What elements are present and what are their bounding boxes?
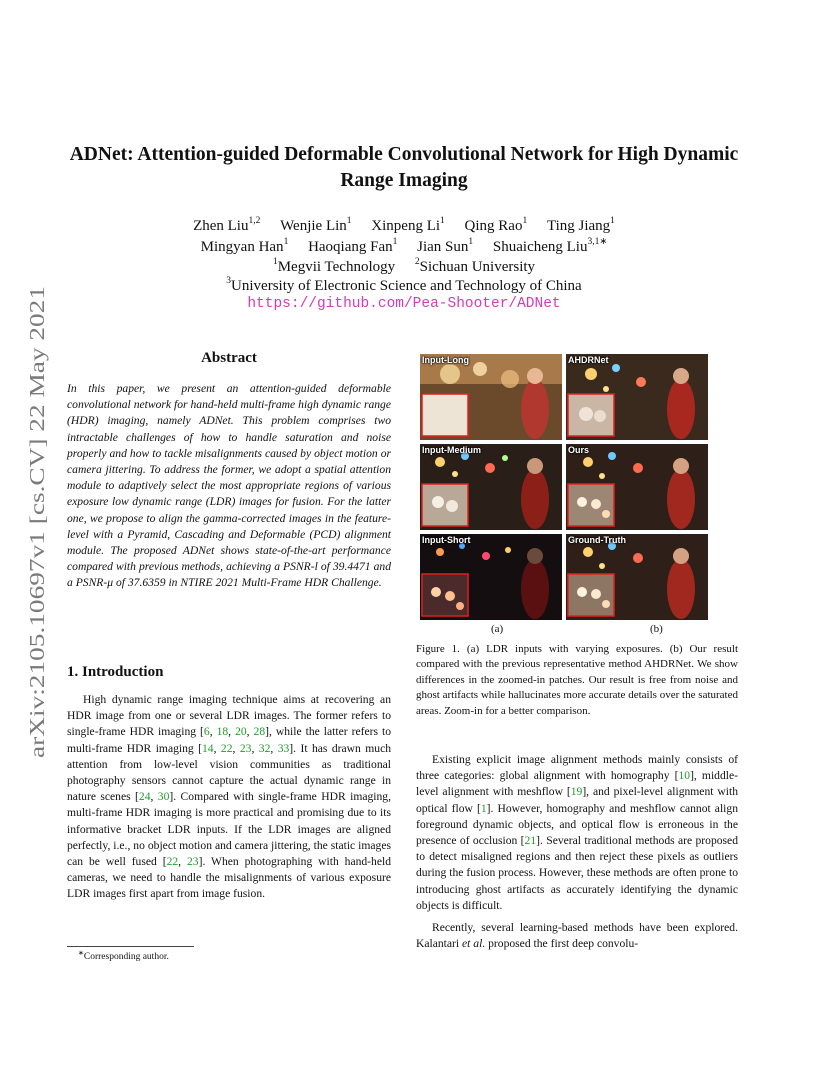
citation-link[interactable]: 33: [277, 741, 290, 755]
paper-title: [40, 142, 768, 194]
paragraph: Existing explicit image alignment methods mainly consists of three categories: global alignment with homography [10], middle-level alignment with meshflow [19], and pixel-level alignment with optical flow [1]. However, homography and meshflow cannot align foreground dynamic objects, and optical flow is erroneous in the presence of occlusion [21]. Several traditional methods are proposed to detect misaligned regions and then reject these pixels as outliers during the fusion process. However, these methods are often prone to introducing ghost artifacts as accurately identifying the dynamic objects is difficult.: [416, 753, 738, 912]
intro-text: [67, 692, 391, 903]
abstract-heading: Abstract: [201, 350, 257, 366]
panel-label: AHDRNet: [568, 355, 609, 365]
arxiv-stamp[interactable]: [14, 282, 56, 762]
author: Shuaicheng Liu$^{3,1∗}$: [492, 237, 608, 255]
affiliation: $^3$University of Electronic Science and Technology of China: [226, 276, 582, 294]
citation-link[interactable]: 23: [186, 855, 199, 869]
figure-1: [420, 354, 708, 622]
affiliation: $^2$Sichuan University: [414, 257, 536, 275]
citation-link[interactable]: 18: [216, 725, 229, 739]
intro-paragraph: High dynamic range imaging technique aims at recovering an HDR image from one or several LDR images. The former refers to single-frame HDR imaging [6, 18, 20, 28], while the latter refers to multi-frame HDR imaging [14, 22, 23, 32, 33]. It has drawn much attention from low-level vision communities as traditional photography sensors cannot capture the actual dynamic range in nature scenes [24, 30]. Compared with single-frame HDR imaging, multi-frame HDR imaging is more practical and promising due to its informative bracket LDR inputs. If the LDR images are aligned perfectly, i.e., no object motion and camera jittering, the static images can be well fused [22, 23]. When photographing with hand-held cameras, we need to handle the misalignments of various exposure LDR images first apart from image fusion.: [67, 693, 392, 901]
author: Zhen Liu$^{1,2}$: [193, 216, 261, 234]
authors-row-2: [60, 238, 748, 257]
citation-link[interactable]: 20: [235, 725, 247, 739]
panel-label: Input-Long: [422, 355, 469, 365]
citation-link[interactable]: 32: [258, 741, 271, 755]
night-scene-image: [420, 444, 562, 530]
panel-label: Ours: [568, 445, 590, 455]
author: Haoqiang Fan$^1$: [308, 237, 398, 255]
citation-link[interactable]: 14: [202, 741, 214, 755]
night-scene-image: [566, 354, 708, 440]
author: Wenjie Lin$^1$: [280, 216, 352, 234]
night-scene-image: [566, 444, 708, 530]
github-link[interactable]: https://github.com/Pea-Shooter/ADNet: [247, 296, 561, 312]
right-column-text: [416, 752, 738, 952]
title-line-2: Range Imaging: [340, 170, 468, 191]
night-scene-image: [420, 354, 562, 440]
citation-link[interactable]: 22: [220, 741, 233, 755]
citation-link[interactable]: 23: [239, 741, 252, 755]
paragraph: Recently, several learning-based methods have been explored. Kalantari et al. proposed the first deep convolu-: [416, 921, 738, 951]
abstract-text: In this paper, we present an attention-guided deformable convolutional network for hand-held multi-frame high dynamic range (HDR) imaging, namely ADNet. This problem comprises two intractable challenges of how to handle saturation and noise properly and how to tackle misalignments caused by object motion or camera jittering. To address the former, we adopt a spatial attention module to adaptively select the most appropriate regions of various exposure low dynamic range (LDR) images for fusion. For the latter one, we propose to align the gamma-corrected images in the feature-level with a Pyramid, Cascading and Deformable (PCD) alignment module. The proposed ADNet shows state-of-the-art performance compared with previous methods, achieving a PSNR-l of 39.4471 and a PSNR-μ of 37.6359 in NTIRE 2021 Multi-Frame HDR Challenge.: [67, 382, 391, 590]
citation-link[interactable]: 24: [138, 790, 151, 804]
figure-panel-input-long: [420, 354, 562, 440]
subfigure-label-b: (b): [650, 623, 663, 635]
panel-label: Input-Medium: [422, 445, 481, 455]
intro-heading: 1. Introduction: [67, 664, 164, 680]
night-scene-image: [420, 534, 562, 620]
citation-link[interactable]: 19: [570, 785, 583, 799]
night-scene-image: [566, 534, 708, 620]
citation-link[interactable]: 30: [157, 790, 170, 804]
arxiv-stamp-text: arXiv:2105.10697v1 [cs.CV] 22 May 2021: [25, 395, 49, 758]
author: Jian Sun$^1$: [417, 237, 474, 255]
citation-link[interactable]: 6: [203, 725, 210, 739]
citation-link[interactable]: 1: [480, 801, 487, 815]
affiliations-row-1: [60, 258, 748, 277]
authors-row-1: [60, 217, 748, 236]
figure-panel-ground-truth: [566, 534, 708, 620]
figure-panel-input-short: [420, 534, 562, 620]
citation-link[interactable]: 10: [678, 769, 691, 783]
author: Mingyan Han$^1$: [200, 237, 289, 255]
author: Ting Jiang$^1$: [546, 216, 615, 234]
affiliations-row-2: [60, 277, 748, 296]
subfigure-label-a: (a): [491, 623, 504, 635]
footnote: ∗Corresponding author.: [78, 949, 169, 962]
figure-panel-ahdrnet: [566, 354, 708, 440]
citation-link[interactable]: 28: [253, 725, 266, 739]
panel-label: Ground-Truth: [568, 535, 626, 545]
citation-link[interactable]: 22: [166, 855, 179, 869]
citation-link[interactable]: 21: [524, 834, 537, 848]
figure-panel-input-medium: [420, 444, 562, 530]
author: Qing Rao$^1$: [464, 216, 528, 234]
panel-label: Input-Short: [422, 535, 471, 545]
title-line-1: ADNet: Attention-guided Deformable Convolutional Network for High Dynamic: [69, 144, 739, 165]
figure-caption: Figure 1. (a) LDR inputs with varying exposures. (b) Our result compared with the previous representative method AHDRNet. We show differences in the zoomed-in patches. Our result is free from noise and ghost artifacts while hallucinates more accurate details over the saturated areas. Zoom-in for a better comparison.: [416, 643, 738, 717]
footnote-rule: [67, 946, 194, 947]
figure-panel-ours: [566, 444, 708, 530]
affiliation: $^1$Megvii Technology: [272, 257, 396, 275]
author: Xinpeng Li$^1$: [371, 216, 445, 234]
